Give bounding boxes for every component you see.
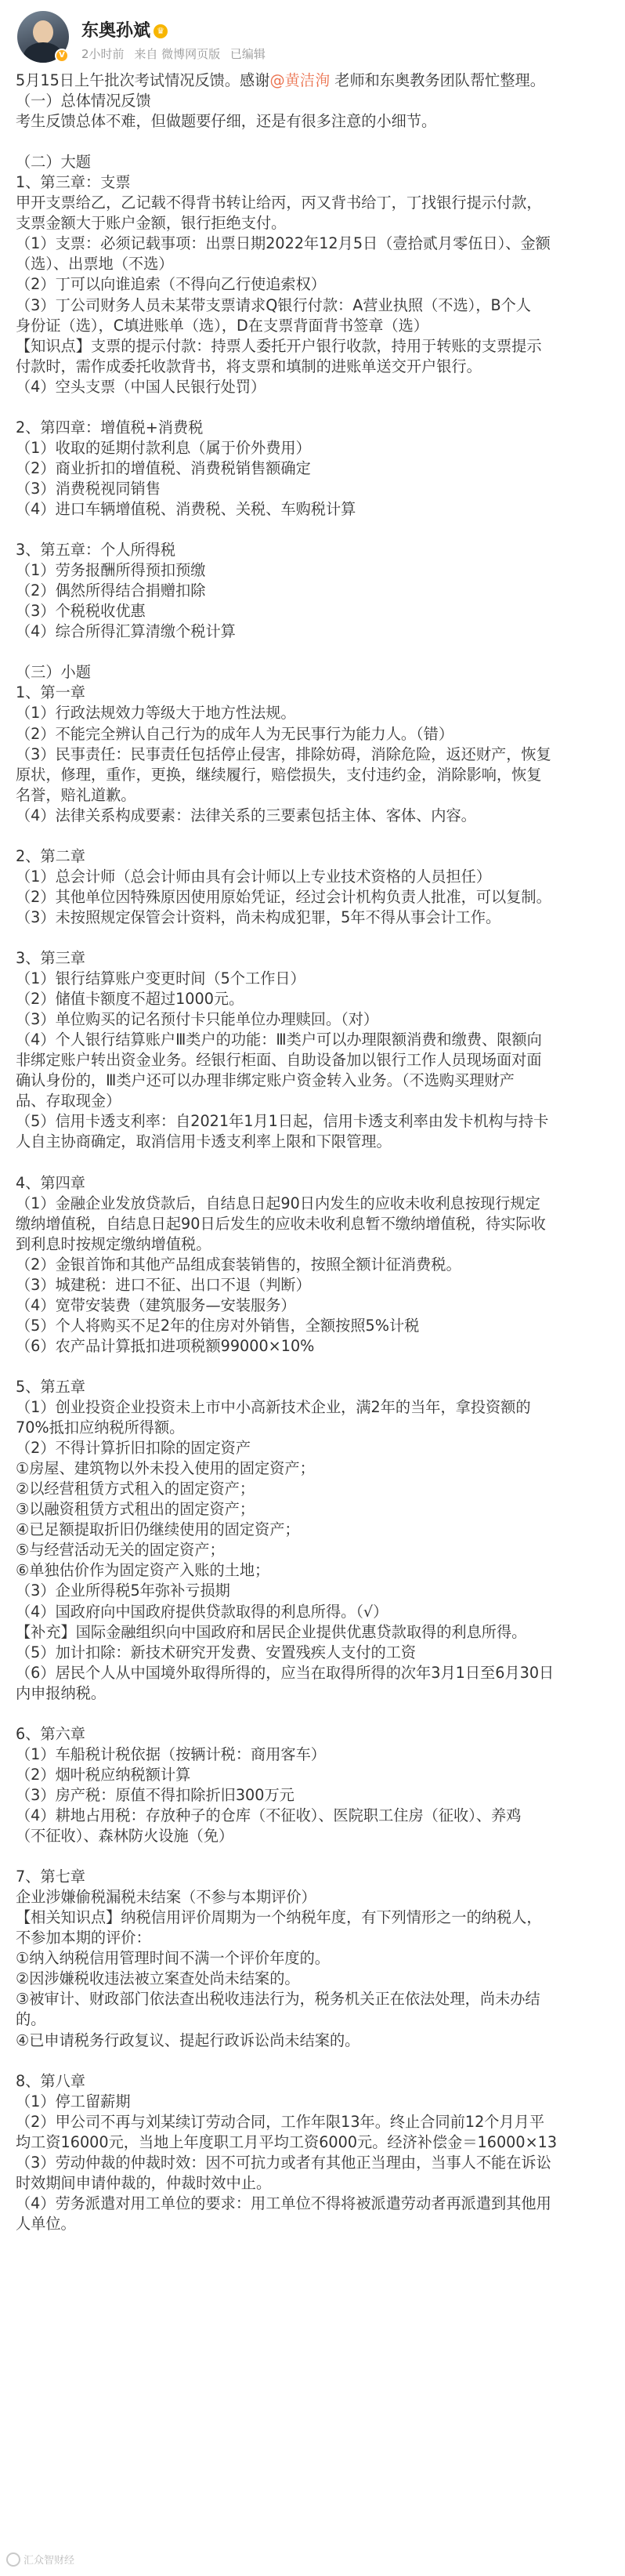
author-name-row (81, 17, 168, 42)
post-text-line: 原状，修理，重作，更换，继续履行，赔偿损失，支付违约金，消除影响，恢复 (16, 765, 542, 784)
post-text-line: 品、存取现金） (16, 1092, 121, 1110)
post-text-line: 人单位。 (16, 2214, 76, 2233)
post-text-line: 内申报纳税。 (16, 1683, 107, 1702)
post-text-line: ②以经营租赁方式租入的固定资产； (16, 1480, 255, 1498)
post-text-line: （4）耕地占用税：存放种子的仓库（不征收）、医院职工住房（征收）、养鸡 (16, 1806, 522, 1824)
post-text-line: 4、第四章 (16, 1173, 85, 1192)
vip-crown-icon: ♛ (154, 24, 168, 38)
post-text-line: ④已申请税务行政复议、提起行政诉讼尚未结案的。 (16, 2031, 360, 2049)
post-text-line: （5）个人将购买不足2年的住房对外销售，全额按照5%计税 (16, 1316, 420, 1335)
post-text-line: （4）综合所得汇算清缴个税计算 (16, 622, 236, 641)
post-text-line: ①房屋、建筑物以外未投入使用的固定资产； (16, 1459, 315, 1478)
post-text-line: （3）个税税收优惠 (16, 602, 146, 621)
post-text-line: （5）信用卡透支利率：自2021年1月1日起，信用卡透支利率由发卡机构与持卡 (16, 1112, 549, 1131)
post-text-line: 人自主协商确定，取消信用卡透支利率上限和下限管理。 (16, 1132, 392, 1151)
post-text-line: （1）支票：必须记载事项：出票日期2022年12月5日（壹拾贰月零伍日）、金额 (16, 234, 551, 253)
post-text-line: （3）民事责任：民事责任包括停止侵害，排除妨碍，消除危险，返还财产，恢复 (16, 745, 551, 763)
post-text-line: （3）消费税视同销售 (16, 479, 161, 498)
post-time[interactable]: 2小时前 (81, 47, 125, 61)
post-text-line: 3、第五章：个人所得税 (16, 541, 176, 560)
post-text-line: 到利息时按规定缴纳增值税。 (16, 1234, 211, 1253)
mention-link[interactable]: @黄洁洵 (269, 71, 331, 89)
intro-text-before: 5月15日上午批次考试情况反馈。感谢 (16, 71, 270, 89)
post-text-line: （2）商业折扣的增值税、消费税销售额确定 (16, 458, 311, 477)
post-text-line: 的。 (16, 2010, 46, 2029)
post-text-line: 时效期间申请仲裁的，仲裁时效中止。 (16, 2173, 272, 2192)
post-text-line: 甲开支票给乙，乙记载不得背书转让给丙，丙又背书给丁，丁找银行提示付款， (16, 194, 542, 212)
post-text-line: 确认身份的，Ⅲ类户还可以办理非绑定账户资金转入业务。（不选购买理财产 (16, 1071, 515, 1090)
post-text-line: ③以融资租赁方式租出的固定资产； (16, 1500, 255, 1519)
blank-line (16, 132, 611, 152)
blank-line (16, 826, 611, 846)
post-text-line: ②因涉嫌税收违法被立案查处尚未结案的。 (16, 1969, 300, 1988)
post-text-line: （3）房产税：原值不得扣除折旧300万元 (16, 1785, 294, 1804)
post-text-line: （4）个人银行结算账户Ⅲ类户的功能：Ⅲ类户可以办理限额消费和缴费、限额向 (16, 1031, 542, 1049)
blank-line (16, 1704, 611, 1724)
avatar-face (33, 20, 53, 44)
blank-line (16, 520, 611, 540)
post-intro (16, 71, 611, 91)
post-text-line: （1）金融企业发放贷款后，自结息日起90日内发生的应收未收利息按现行规定 (16, 1194, 540, 1212)
post-text-line: 非绑定账户转出资金业务。经银行柜面、自助设备加以银行工作人员现场面对面 (16, 1051, 542, 1070)
post-text-line: ④已足额提取折旧仍继续使用的固定资产； (16, 1520, 300, 1539)
post-text-line: （2）储值卡额度不超过1000元。 (16, 990, 244, 1009)
post-text-line: 【相关知识点】纳税信用评价周期为一个纳税年度，有下列情形之一的纳税人， (16, 1908, 542, 1927)
verified-v-icon: V (55, 49, 69, 63)
post-text-line: （2）烟叶税应纳税额计算 (16, 1765, 191, 1784)
post-text-line: （选）、出票地（不选） (16, 255, 174, 274)
post-text-line: ⑥单独估价作为固定资产入账的土地； (16, 1561, 270, 1580)
blank-line (16, 1846, 611, 1867)
post-text-line: 付款时，需作成委托收款背书，将支票和填制的进账单送交开户银行。 (16, 357, 482, 375)
post-text-line: （1）停工留薪期 (16, 2092, 131, 2110)
post-text-line: （2）偶然所得结合捐赠扣除 (16, 582, 206, 600)
post-text-line: 支票金额大于账户金额，银行拒绝支付。 (16, 214, 287, 233)
post-text-line: 1、第一章 (16, 683, 85, 702)
blank-line (16, 1152, 611, 1172)
post-text-line: 不参加本期的评价： (16, 1929, 151, 1947)
blank-line (16, 642, 611, 662)
post-text-line: （4）法律关系构成要素：法律关系的三要素包括主体、客体、内容。 (16, 806, 476, 824)
post-text-line: 1、第三章：支票 (16, 173, 131, 192)
post-text-line: （2）甲公司不再与刘某续订劳动合同，工作年限13年。终止合同前12个月月平 (16, 2112, 545, 2131)
post-text-line: 2、第四章：增值税+消费税 (16, 418, 204, 437)
post-text-line: （3）劳动仲裁的仲裁时效：因不可抗力或者有其他正当理由，当事人不能在诉讼 (16, 2153, 551, 2172)
post-source: 来自 微博网页版 (134, 47, 221, 61)
intro-text-after: 老师和东奥教务团队帮忙整理。 (330, 71, 545, 89)
watermark-text: 汇众智财经 (23, 2555, 75, 2567)
post-text-line: （5）加计扣除：新技术研究开发费、安置残疾人支付的工资 (16, 1643, 417, 1661)
post-text-line: 均工资16000元，当地上年度职工月平均工资6000元。经济补偿金＝16000×13 (16, 2132, 558, 2151)
blank-line (16, 928, 611, 948)
post-text-line: 缴纳增值税，自结息日起90日后发生的应收未收利息暂不缴纳增值税，待实际收 (16, 1214, 546, 1233)
post-text-line: （4）空头支票（中国人民银行处罚） (16, 377, 266, 396)
post-text-line: （1）车船税计税依据（按辆计税：商用客车） (16, 1745, 326, 1763)
post-text-line: （1）劳务报酬所得预扣预缴 (16, 561, 206, 580)
post-text-line: 70%抵扣应纳税所得额。 (16, 1418, 185, 1437)
post-text-line: （6）居民个人从中国境外取得所得的，应当在取得所得的次年3月1日至6月30日 (16, 1663, 555, 1682)
post-text-line: （3）丁公司财务人员未某带支票请求Q银行付款：A营业执照（不选），B个人 (16, 295, 531, 314)
post-text-line: （1）收取的延期付款利息（属于价外费用） (16, 438, 311, 457)
blank-line (16, 397, 611, 418)
post-text-line: （3）城建税：进口不征、出口不退（判断） (16, 1275, 311, 1294)
post-text-line: （2）不得计算折旧扣除的固定资产 (16, 1439, 251, 1458)
post-text-line: （二）大题 (16, 153, 91, 172)
post-text-line: 企业涉嫌偷税漏税未结案（不参与本期评价） (16, 1888, 316, 1907)
post-text-line: （不征收）、森林防火设施（免） (16, 1827, 234, 1846)
post-text-line: （3）单位购买的记名预付卡只能单位办理赎回。（对） (16, 1010, 379, 1029)
post-text-line: ①纳入纳税信用管理时间不满一个评价年度的。 (16, 1949, 330, 1968)
post-text-line: （1）银行结算账户变更时间（5个工作日） (16, 969, 305, 988)
post-meta (81, 45, 272, 62)
post-text-line: 7、第七章 (16, 1868, 85, 1886)
post-text-line: （4）国政府向中国政府提供贷款取得的利息所得。（√） (16, 1602, 388, 1621)
post-text-line: （4）劳务派遣对用工单位的要求：用工单位不得将被派遣劳动者再派遣到其他用 (16, 2194, 551, 2212)
post-text-line: 6、第六章 (16, 1724, 85, 1743)
post-text-lines (16, 91, 611, 2234)
post-text-line: （4）进口车辆增值税、消费税、关税、车购税计算 (16, 499, 356, 518)
post-text-line: （3）未按照规定保管会计资料，尚未构成犯罪，5年不得从事会计工作。 (16, 908, 501, 926)
blank-line (16, 2051, 611, 2071)
post-text-line: 身份证（选），C填进账单（选），D在支票背面背书签章（选） (16, 316, 429, 335)
post-text-line: 【补充】国际金融组织向中国政府和居民企业提供优惠贷款取得的利息所得。 (16, 1622, 527, 1641)
post-edited-label[interactable]: 已编辑 (229, 47, 266, 61)
post-text-line: 8、第八章 (16, 2071, 85, 2090)
author-name[interactable]: 东奥孙斌 (81, 21, 151, 41)
post-text-line: （2）金银首饰和其他产品组成套装销售的，按照全额计征消费税。 (16, 1255, 461, 1274)
post-text-line: （4）宽带安装费（建筑服务—安装服务） (16, 1295, 296, 1314)
post-text-line: （2）不能完全辨认自己行为的成年人为无民事行为能力人。（错） (16, 724, 454, 743)
post-text-line: （1）行政法规效力等级大于地方性法规。 (16, 704, 296, 723)
post-text-line: （3）企业所得税5年弥补亏损期 (16, 1581, 230, 1600)
post-header (17, 11, 612, 63)
post-text-line: （一）总体情况反馈 (16, 92, 151, 111)
post-text-line: 名誉，赔礼道歉。 (16, 785, 136, 804)
post-text-line: （三）小题 (16, 663, 91, 682)
post-text-line: 2、第二章 (16, 846, 85, 865)
post-text-line: 考生反馈总体不难，但做题要仔细，还是有很多注意的小细节。 (16, 112, 437, 131)
post-text-line: 【知识点】支票的提示付款：持票人委托开户银行收款，持用于转账的支票提示 (16, 336, 542, 355)
post-text-line: （1）创业投资企业投资未上市中小高新技术企业，满2年的当年，拿投资额的 (16, 1398, 531, 1417)
watermark-logo-icon (6, 2552, 20, 2567)
post-text-line: ③被审计、财政部门依法查出税收违法行为，税务机关正在依法处理，尚未办结 (16, 1990, 540, 2009)
watermark (6, 2552, 74, 2567)
post-body (16, 71, 611, 2234)
post-text-line: （2）其他单位因特殊原因使用原始凭证，经过会计机构负责人批准，可以复制。 (16, 887, 551, 906)
post-text-line: ⑤与经营活动无关的固定资产； (16, 1541, 225, 1560)
post-text-line: （1）总会计师（总会计师由具有会计师以上专业技术资格的人员担任） (16, 867, 492, 886)
post-text-line: （2）丁可以向谁追索（不得向乙行使追索权） (16, 275, 326, 294)
post-text-line: 3、第三章 (16, 949, 85, 968)
blank-line (16, 1357, 611, 1377)
post-text-line: （6）农产品计算抵扣进项税额99000×10% (16, 1336, 315, 1355)
post-text-line: 5、第五章 (16, 1378, 85, 1396)
